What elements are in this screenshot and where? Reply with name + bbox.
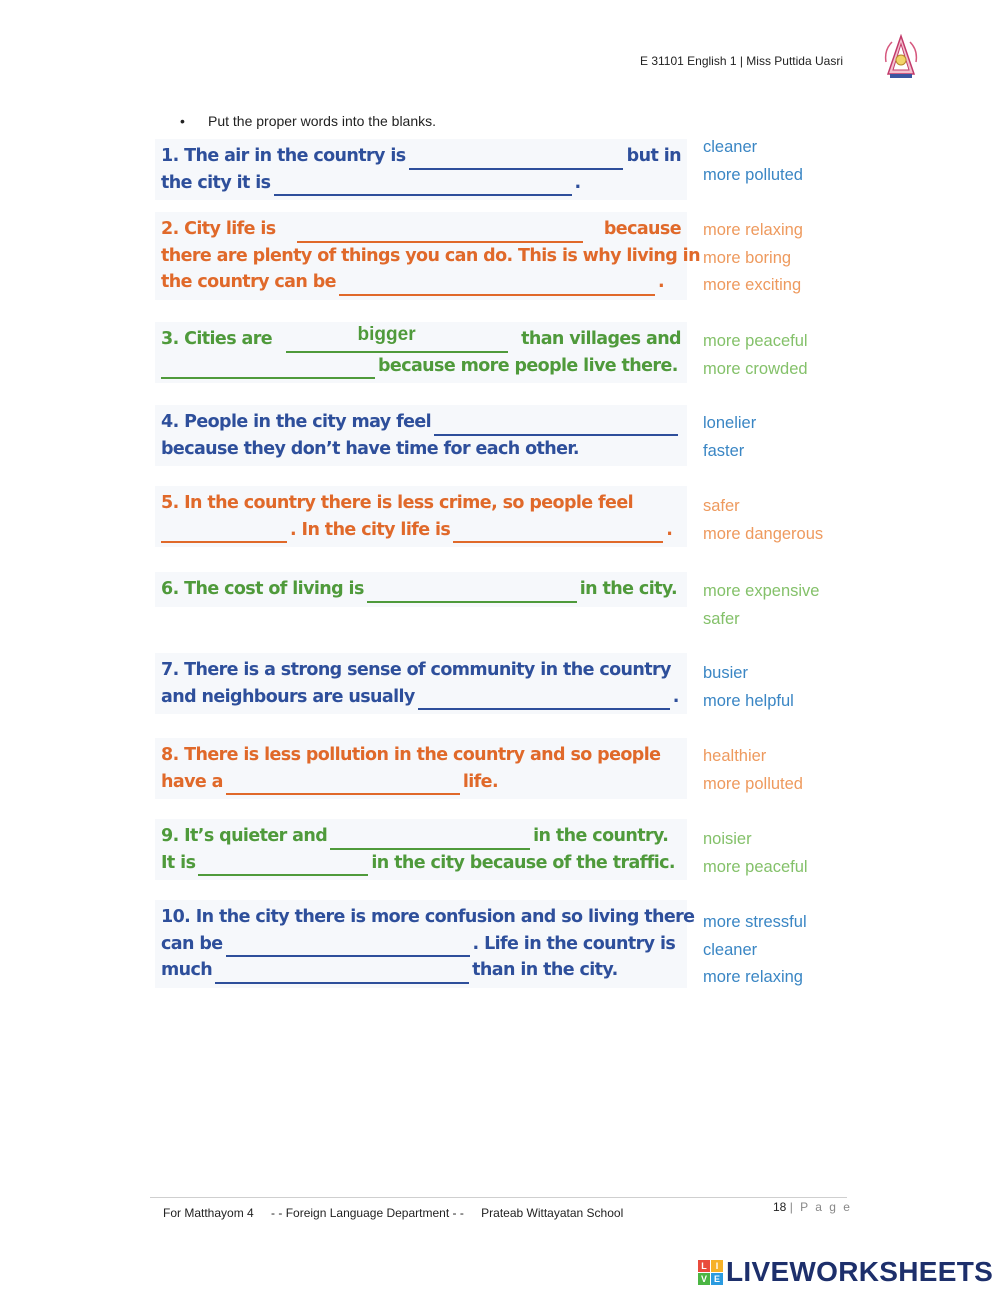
document-header: E 31101 English 1 | Miss Puttida Uasri (640, 54, 843, 68)
question-text: 4. People in the city may feel (161, 412, 432, 432)
options-4 (703, 410, 756, 465)
answer-blank-10b[interactable] (215, 964, 469, 984)
question-text: there are plenty of things you can do. This is why living in (161, 245, 700, 266)
question-text: . (666, 519, 673, 540)
instruction-text: Put the proper words into the blanks. (208, 113, 437, 129)
instruction (180, 113, 436, 129)
question-text: have a (161, 771, 223, 792)
question-text: 5. In the country there is less crime, so people feel (161, 493, 633, 513)
answer-blank-9a[interactable] (330, 830, 530, 850)
footer-department: - - Foreign Language Department - - (271, 1206, 464, 1220)
page-number-value: 18 (773, 1200, 787, 1214)
answer-blank-5a[interactable] (161, 523, 287, 543)
question-6 (155, 572, 687, 607)
question-text: but in (626, 146, 681, 166)
options-2 (703, 217, 803, 300)
brand-name: LIVEWORKSHEETS (726, 1256, 994, 1287)
question-5 (155, 486, 687, 547)
footer-grade: For Matthayom 4 (163, 1206, 254, 1220)
word-option[interactable]: more helpful (703, 691, 794, 710)
question-text: than villages and (521, 329, 681, 349)
word-option[interactable]: faster (703, 441, 745, 460)
question-text: 1. The air in the country is (161, 146, 406, 166)
answer-blank-8a[interactable] (226, 775, 460, 795)
document-footer (163, 1206, 637, 1220)
answer-blank-7a[interactable] (418, 690, 670, 710)
options-1 (703, 134, 803, 189)
word-option[interactable]: more polluted (703, 165, 803, 184)
question-text: It is (161, 852, 196, 873)
question-text: than in the city. (472, 960, 618, 980)
options-9 (703, 826, 808, 881)
question-text: 8. There is less pollution in the country and so people (161, 745, 661, 765)
word-option[interactable]: more stressful (703, 913, 807, 931)
word-option[interactable]: lonelier (703, 414, 757, 432)
options-3 (703, 328, 808, 383)
question-text: 7. There is a strong sense of community in the country (161, 660, 671, 680)
options-5 (703, 493, 823, 548)
word-option[interactable]: busier (703, 664, 748, 682)
question-text: the city it is (161, 172, 271, 193)
logo-tile: E (711, 1273, 723, 1285)
filled-answer: bigger (357, 323, 416, 345)
question-text: because more people live there. (378, 355, 678, 376)
word-option[interactable]: more exciting (703, 276, 802, 294)
question-text: . (574, 172, 581, 193)
answer-blank-5b[interactable] (453, 523, 663, 543)
question-text: much (161, 960, 213, 980)
word-option[interactable]: more peaceful (703, 857, 808, 876)
question-7 (155, 653, 687, 714)
answer-blank-4a[interactable] (434, 416, 678, 436)
word-option[interactable]: more dangerous (703, 524, 824, 543)
question-9 (155, 819, 687, 880)
question-10 (155, 900, 695, 988)
word-option[interactable]: more boring (703, 248, 792, 267)
answer-blank-3b[interactable] (161, 359, 375, 379)
bullet-icon: • (180, 113, 185, 129)
logo-tile: V (698, 1273, 710, 1285)
logo-tile: I (711, 1260, 723, 1272)
question-1 (155, 139, 687, 200)
liveworksheets-logo[interactable] (698, 1256, 993, 1288)
answer-blank-10a[interactable] (226, 937, 470, 957)
question-text: in the city. (579, 579, 678, 599)
footer-school: Prateab Wittayatan School (481, 1206, 624, 1220)
options-10 (703, 909, 807, 992)
word-option[interactable]: noisier (703, 830, 752, 848)
word-option[interactable]: more relaxing (703, 968, 803, 986)
question-text: and neighbours are usually (161, 686, 415, 707)
answer-blank-9b[interactable] (198, 856, 368, 876)
question-text: 6. The cost of living is (161, 579, 364, 599)
options-7 (703, 660, 794, 715)
logo-tiles-icon (698, 1260, 723, 1285)
answer-blank-1b[interactable] (274, 176, 572, 196)
question-8 (155, 738, 687, 799)
question-text: . In the city life is (290, 519, 451, 540)
logo-tile: L (698, 1260, 710, 1272)
word-option[interactable]: more expensive (703, 582, 820, 600)
word-option[interactable]: more crowded (703, 359, 808, 378)
answer-blank-6a[interactable] (367, 583, 577, 603)
question-4 (155, 405, 687, 466)
question-text: because they don’t have time for each other. (161, 438, 579, 459)
question-text: 3. Cities are (161, 329, 273, 349)
word-option[interactable]: safer (703, 609, 740, 628)
question-text: the country can be (161, 272, 336, 292)
page-label: | P a g e (789, 1200, 852, 1214)
question-text: 9. It’s quieter and (161, 826, 328, 846)
options-8 (703, 743, 803, 798)
question-text: 10. In the city there is more confusion and so living there (161, 907, 695, 927)
question-text: because (603, 219, 681, 239)
word-option[interactable]: safer (703, 497, 740, 515)
question-text: in the country. (533, 826, 669, 846)
answer-blank-1a[interactable] (409, 150, 623, 170)
question-text: . (657, 272, 664, 292)
question-text: . (672, 686, 679, 707)
word-option[interactable]: healthier (703, 747, 767, 765)
word-option[interactable]: more relaxing (703, 221, 803, 239)
question-text: life. (462, 771, 498, 792)
word-option[interactable]: cleaner (703, 940, 758, 959)
word-option[interactable]: cleaner (703, 138, 758, 156)
question-text: in the city because of the traffic. (371, 852, 675, 873)
footer-divider (150, 1197, 847, 1198)
answer-blank-2b[interactable] (339, 276, 655, 296)
answer-blank-2a[interactable] (297, 223, 583, 243)
question-text: . Life in the country is (472, 933, 676, 954)
question-3 (155, 322, 687, 383)
answer-blank-3a[interactable] (286, 323, 508, 353)
word-option[interactable]: more peaceful (703, 332, 808, 350)
question-2 (155, 212, 700, 300)
word-option[interactable]: more polluted (703, 774, 803, 793)
page-number (773, 1200, 852, 1214)
school-crest-icon (884, 34, 918, 80)
question-text: 2. City life is (161, 219, 276, 239)
question-text: can be (161, 933, 223, 954)
options-6 (703, 578, 819, 633)
